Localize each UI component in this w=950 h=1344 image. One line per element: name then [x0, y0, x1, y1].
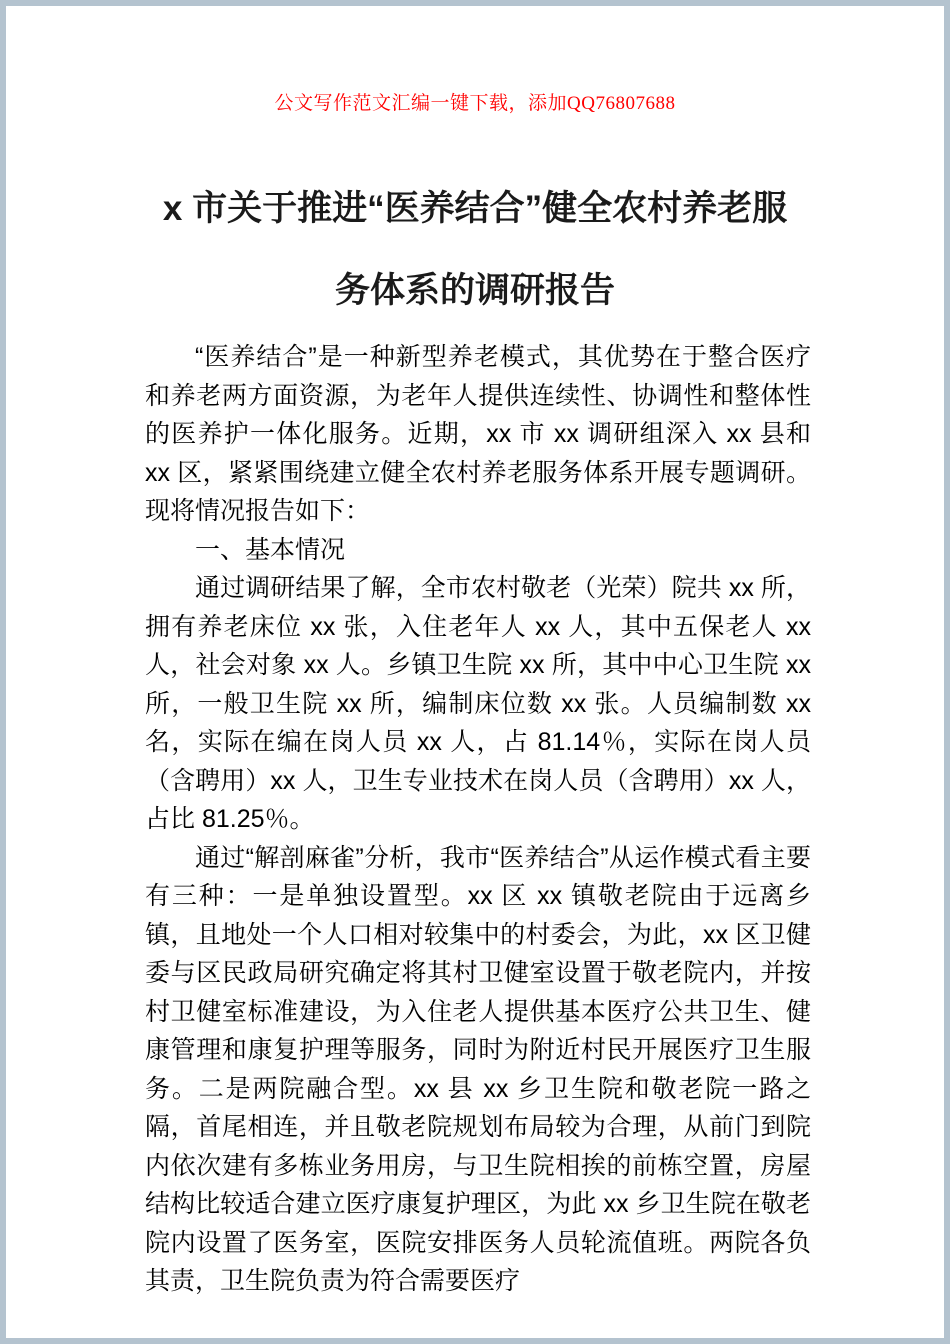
document-page — [6, 6, 944, 1338]
document-title-line1: x 市关于推进“医养结合”健全农村养老服 — [162, 189, 788, 228]
document-body — [145, 338, 811, 1301]
section-heading-basic-situation: 一、基本情况 — [195, 535, 346, 564]
promo-header-text: 公文写作范文汇编一键下载，添加QQ76807688 — [274, 93, 676, 114]
paragraph-intro: “医养结合”是一种新型养老模式，其优势在于整合医疗和养老两方面资源，为老年人提供连续性、协调性和整体性的医养护一体化服务。近期，xx 市 xx 调研组深入 xx 县和 xx 区，紧紧围绕建立健全农村养老服务体系开展专题调研。现将情况报告如下： — [145, 343, 811, 525]
paragraph-operation-modes: 通过“解剖麻雀”分析，我市“医养结合”从运作模式看主要有三种：一是单独设置型。xx 区 xx 镇敬老院由于远离乡镇，且地处一个人口相对较集中的村委会，为此，xx 区卫健委与区民政局研究确定将其村卫健室设置于敬老院内，并按村卫健室标准建设，为入住老人提供基本医疗公共卫生、健康管理和康复护理等服务，同时为附近村民开展医疗卫生服务。二是两院融合型。xx 县 xx 乡卫生院和敬老院一路之隔，首尾相连，并且敬老院规划布局较为合理，从前门到院内依次建有多栋业务用房，与卫生院相挨的前栋空置，房屋结构比较适合建立医疗康复护理区，为此 xx 乡卫生院在敬老院内设置了医务室，医院安排医务人员轮流值班。两院各负其责，卫生院负责为符合需要医疗 — [145, 843, 811, 1295]
paragraph-survey-results: 通过调研结果了解，全市农村敬老（光荣）院共 xx 所，拥有养老床位 xx 张，入住老年人 xx 人，其中五保老人 xx 人，社会对象 xx 人。乡镇卫生院 xx 所，其中中心卫生院 xx 所，一般卫生院 xx 所，编制床位数 xx 张。人员编制数 xx 名，实际在编在岗人员 xx 人，占 81.14％，实际在岗人员（含聘用）xx 人，卫生专业技术在岗人员（含聘用）xx 人，占比 81.25％。 — [145, 574, 811, 833]
document-title — [76, 168, 874, 332]
document-title-line2: 务体系的调研报告 — [334, 271, 615, 310]
